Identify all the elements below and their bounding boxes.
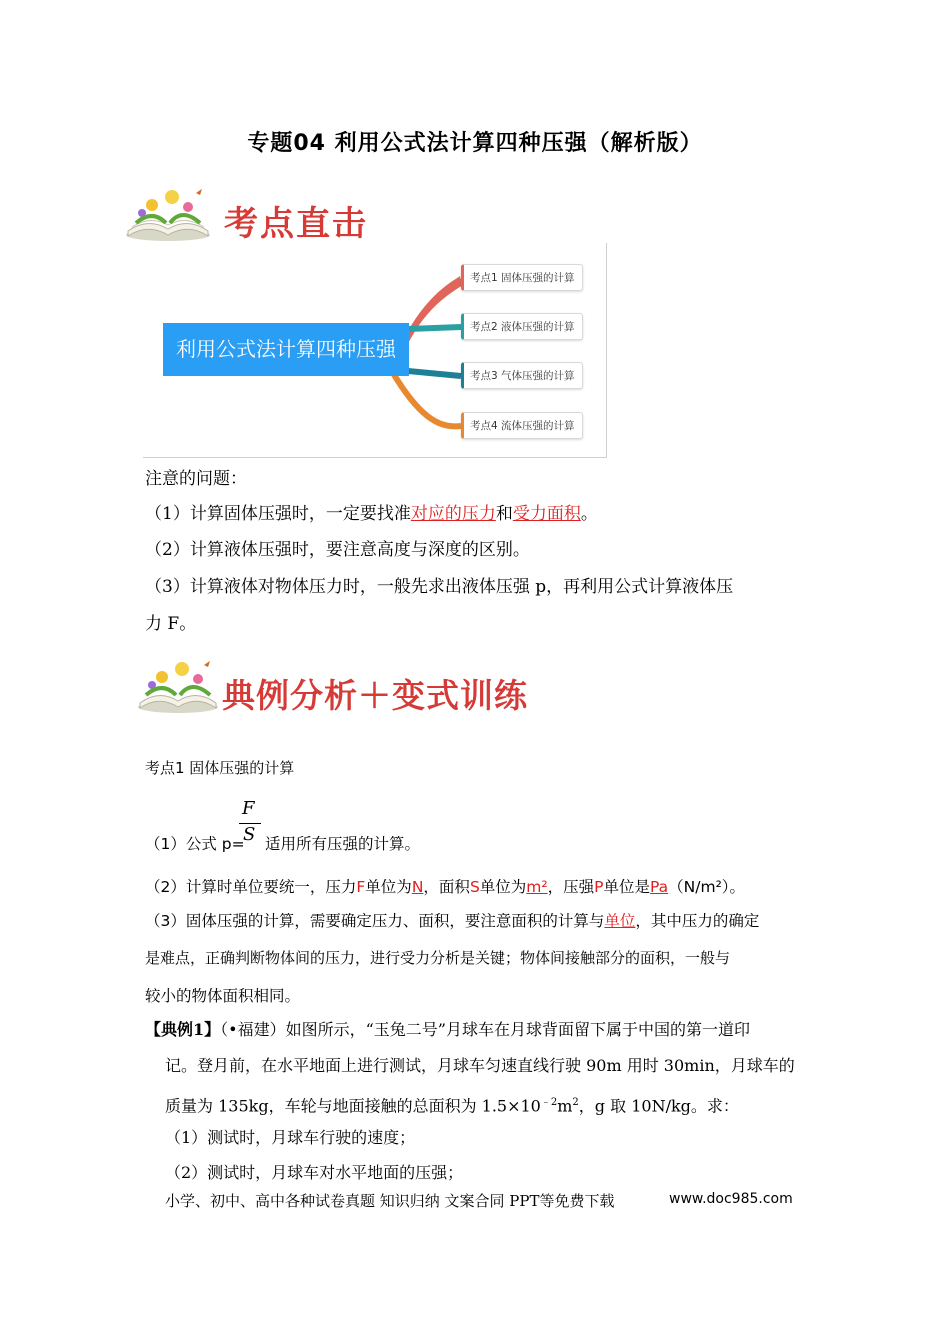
page-title: 专题04 利用公式法计算四种压强（解析版） xyxy=(247,131,703,156)
formula-denominator: S xyxy=(243,824,256,845)
book-flower-icon xyxy=(122,183,214,243)
example-question-1: （1）测试时，月球车行驶的速度； xyxy=(165,1128,416,1147)
banner-title: 考点直击 xyxy=(224,204,368,244)
formula-numerator: F xyxy=(242,798,255,819)
note-3-line-1: （3）计算液体对物体压力时，一般先求出液体压强 p，再利用公式计算液体压 xyxy=(145,577,734,597)
example-question-2: （2）测试时，月球车对水平地面的压强； xyxy=(165,1163,464,1182)
footer-site-link[interactable]: www.doc985.com xyxy=(669,1191,793,1207)
formula-prefix: （1）公式 p= xyxy=(145,835,245,853)
note-2: （2）计算液体压强时，要注意高度与深度的区别。 xyxy=(145,540,530,560)
example-line-2: 记。登月前，在水平地面上进行测试，月球车匀速直线行驶 90m 用时 30min，月球车的 xyxy=(165,1056,795,1075)
section-heading: 考点1 固体压强的计算 xyxy=(145,759,295,777)
note-1: （1）计算固体压强时，一定要找准对应的压力和受力面积。 xyxy=(145,504,598,524)
section-point-3-line-3: 较小的物体面积相同。 xyxy=(145,987,301,1005)
notes-heading: 注意的问题： xyxy=(145,469,247,489)
mind-map-node-4: 考点4 流体压强的计算 xyxy=(461,412,583,439)
section-point-3-line-2: 是难点，正确判断物体间的压力，进行受力分析是关键；物体间接触部分的面积，一般与 xyxy=(145,949,731,967)
section-point-2: （2）计算时单位要统一，压力F单位为N，面积S单位为m²，压强P单位是Pa（N/m²）。 xyxy=(145,878,746,896)
note-3-line-2: 力 F。 xyxy=(145,614,197,634)
mind-map-node-3: 考点3 气体压强的计算 xyxy=(461,362,583,389)
section-point-3-line-1: （3）固体压强的计算，需要确定压力、面积，要注意面积的计算与单位，其中压力的确定 xyxy=(145,912,760,930)
example-line-1: 【典例1】（•福建）如图所示，“玉兔二号”月球车在月球背面留下属于中国的第一道印 xyxy=(145,1020,750,1039)
mind-map-root: 利用公式法计算四种压强 xyxy=(163,323,409,376)
mind-map-node-2: 考点2 液体压强的计算 xyxy=(461,313,583,340)
footer-text: 小学、初中、高中各种试卷真题 知识归纳 文案合同 PPT等免费下载 xyxy=(165,1192,615,1210)
banner-title: 典例分析＋变式训练 xyxy=(222,676,528,715)
book-flower-icon xyxy=(134,655,222,715)
mind-map-node-1: 考点1 固体压强的计算 xyxy=(461,264,583,291)
example-line-3: 质量为 135kg，车轮与地面接触的总面积为 $1.5\times 10^{﹣2}m^2$，g 取 10N/kg。求： xyxy=(165,1096,739,1116)
formula-suffix: 适用所有压强的计算。 xyxy=(265,835,421,853)
